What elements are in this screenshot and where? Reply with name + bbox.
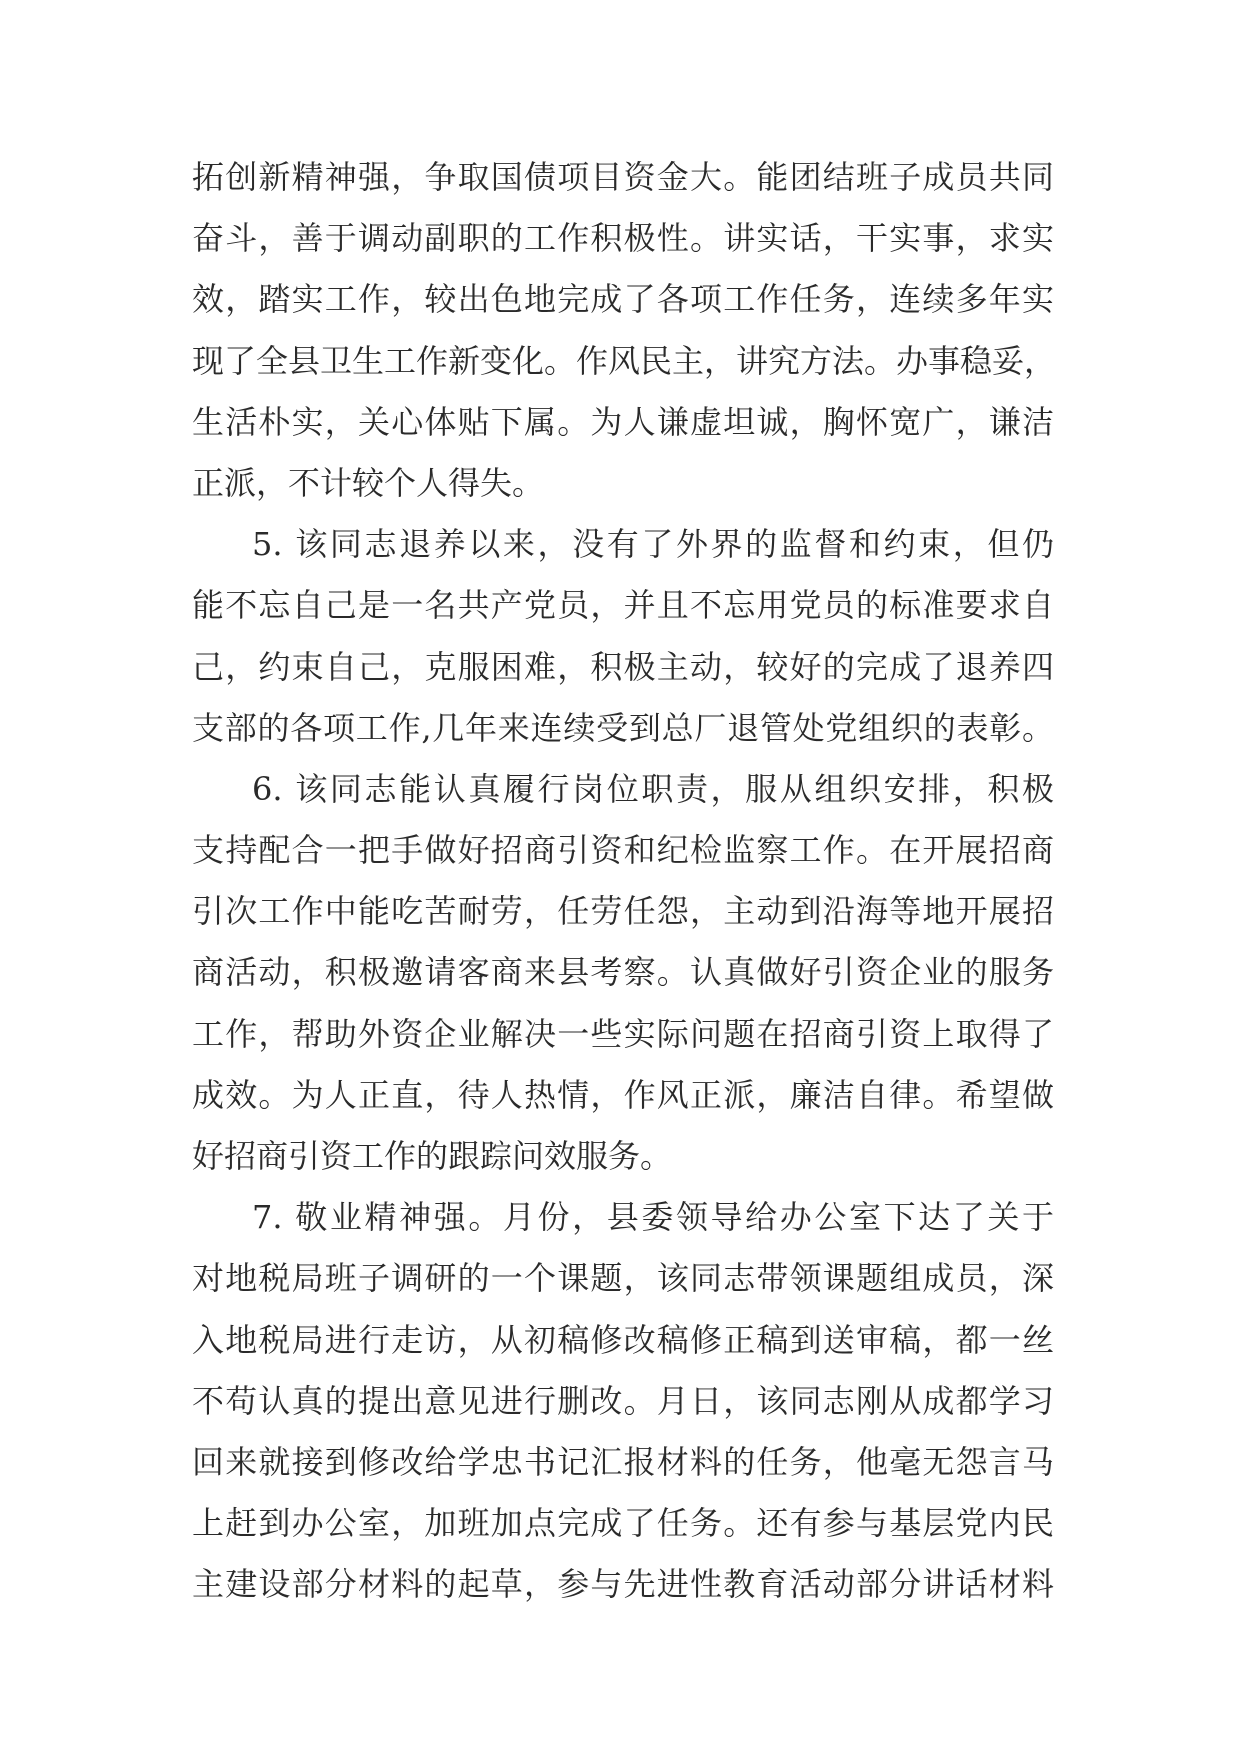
text-line: 拓创新精神强，争取国债项目资金大。能团结班子成员共同 [192, 158, 1054, 196]
text-line: 正派，不计较个人得失。 [192, 463, 545, 502]
text-line: 商活动，积极邀请客商来县考察。认真做好引资企业的服务 [192, 953, 1054, 992]
text-line: 己，约束自己，克服困难，积极主动，较好的完成了退养四 [192, 647, 1054, 686]
text-line: 入地税局进行走访，从初稿修改稿修正稿到送审稿，都一丝 [192, 1320, 1054, 1359]
paragraph-7-first-line: 7. 敬业精神强。月份，县委领导给办公室下达了关于 [252, 1198, 1054, 1237]
text-line: 不苟认真的提出意见进行删改。月日，该同志刚从成都学习 [192, 1381, 1054, 1420]
paragraph-5-first-line: 5. 该同志退养以来，没有了外界的监督和约束，但仍 [252, 525, 1054, 564]
text-line: 支部的各项工作,几年来连续受到总厂退管处党组织的表彰。 [192, 708, 1054, 747]
text-line: 现了全县卫生工作新变化。作风民主，讲究方法。办事稳妥， [192, 341, 1057, 380]
text-line: 支持配合一把手做好招商引资和纪检监察工作。在开展招商 [192, 831, 1054, 870]
text-line: 引次工作中能吃苦耐劳，任劳任怨，主动到沿海等地开展招 [192, 892, 1054, 931]
text-line: 好招商引资工作的跟踪问效服务。 [192, 1137, 673, 1175]
text-line: 成效。为人正直，待人热情，作风正派，廉洁自律。希望做 [192, 1075, 1054, 1114]
text-line: 效，踏实工作，较出色地完成了各项工作任务，连续多年实 [192, 280, 1054, 319]
text-line: 奋斗，善于调动副职的工作积极性。讲实话，干实事，求实 [192, 219, 1054, 258]
text-line: 回来就接到修改给学忠书记汇报材料的任务，他毫无怨言马 [192, 1442, 1054, 1481]
document-body [192, 147, 1057, 1616]
text-line: 主建设部分材料的起草，参与先进性教育活动部分讲话材料 [192, 1565, 1054, 1604]
paragraph-6-first-line: 6. 该同志能认真履行岗位职责，服从组织安排，积极 [252, 769, 1054, 808]
text-line: 上赶到办公室，加班加点完成了任务。还有参与基层党内民 [192, 1504, 1054, 1543]
text-line: 对地税局班子调研的一个课题，该同志带领课题组成员，深 [192, 1259, 1054, 1298]
text-line: 生活朴实，关心体贴下属。为人谦虚坦诚，胸怀宽广，谦洁 [192, 402, 1054, 441]
text-line: 能不忘自己是一名共产党员，并且不忘用党员的标准要求自 [192, 586, 1054, 625]
text-line: 工作，帮助外资企业解决一些实际问题在招商引资上取得了 [192, 1014, 1054, 1053]
